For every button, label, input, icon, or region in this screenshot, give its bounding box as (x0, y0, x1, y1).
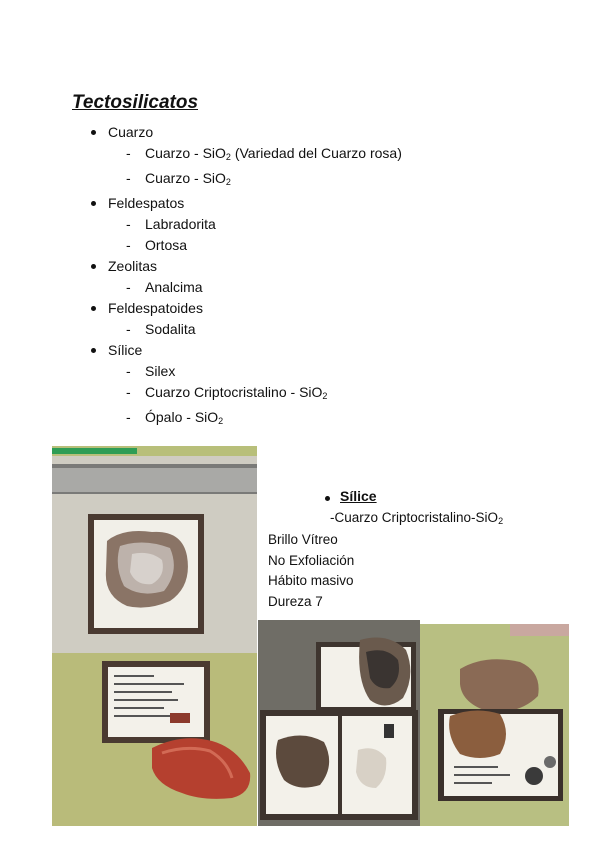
list-item (0, 340, 402, 432)
red-specimen-image (52, 653, 257, 826)
property-line: Dureza 7 (268, 593, 323, 609)
brown-specimen-image (420, 624, 569, 826)
sub-list-item (0, 143, 402, 168)
item-formula: SiO$_2$ (194, 409, 224, 426)
group-name: Cuarzo (108, 124, 154, 140)
mineral-list (0, 122, 402, 432)
item-text: Silex (145, 363, 176, 379)
sub-list-item (0, 235, 402, 256)
item-text: Cuarzo Criptocristalino - (145, 384, 300, 400)
item-text: Labradorita (145, 216, 216, 232)
info-group-title: Sílice (340, 488, 377, 504)
info-variety-name: -Cuarzo Criptocristalino- (330, 510, 476, 525)
item-text: Analcima (145, 279, 203, 295)
specimen-tray-image (52, 446, 257, 653)
sub-list-item (0, 168, 402, 193)
sub-list-item (0, 407, 402, 432)
item-note: (Variedad del Cuarzo rosa) (230, 145, 402, 161)
group-name: Feldespatoides (108, 300, 203, 316)
page-title: Tectosilicatos (72, 92, 199, 113)
property-line: Brillo Vítreo (268, 532, 338, 547)
item-formula: SiO$_2$ (202, 170, 231, 187)
sub-list (108, 361, 402, 432)
info-bullet (325, 496, 330, 501)
group-name: Feldespatos (108, 195, 185, 211)
property-line: No Exfoliación (268, 552, 355, 568)
list-item (0, 193, 402, 256)
group-name: Zeolitas (108, 258, 158, 274)
two-trays-image (258, 620, 420, 826)
item-text: Ópalo - (145, 409, 195, 425)
item-text: Cuarzo - (145, 145, 203, 161)
info-properties (268, 530, 354, 612)
photo-brown-specimen (420, 624, 569, 826)
sub-list-item (0, 214, 402, 235)
group-name: Sílice (108, 342, 143, 358)
photo-red-specimen (52, 653, 257, 826)
photo-two-trays (258, 620, 420, 826)
list-item (0, 122, 402, 193)
sub-list (108, 277, 402, 298)
sub-list-item (0, 382, 402, 407)
list-item (0, 298, 402, 340)
item-formula: SiO$_2$ (299, 384, 328, 401)
item-text: Ortosa (145, 237, 188, 253)
sub-list-item (0, 361, 402, 382)
sub-list-item (0, 277, 402, 298)
sub-list (108, 319, 402, 340)
sub-list (108, 143, 402, 193)
info-variety-formula: SiO$_2$ (475, 510, 504, 526)
item-formula: SiO$_2$ (202, 145, 231, 162)
property-line: Hábito masivo (268, 573, 354, 588)
list-item (0, 256, 402, 298)
sub-list (108, 214, 402, 256)
item-text: Sodalita (145, 321, 196, 337)
sub-list-item (0, 319, 402, 340)
item-text: Cuarzo - (145, 170, 203, 186)
info-variety (330, 510, 503, 526)
photo-specimen-tray (52, 446, 257, 653)
